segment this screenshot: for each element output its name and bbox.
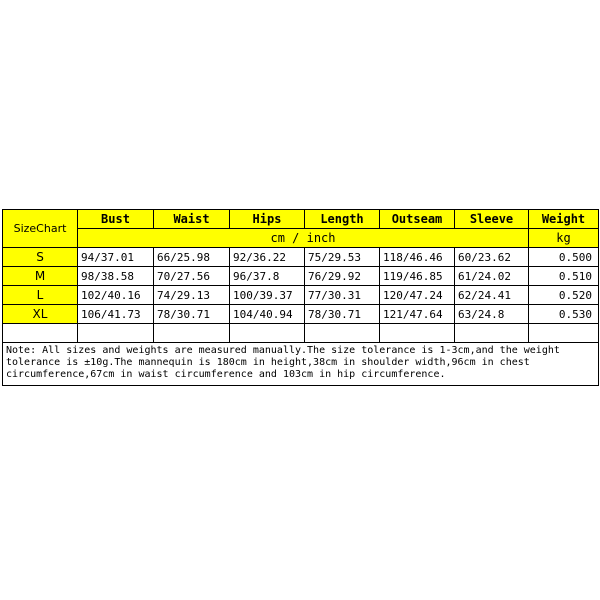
hips-value: 104/40.94 [230,305,305,324]
size-chart-table [2,209,599,386]
unit-kg: kg [529,229,599,248]
sleeve-value: 62/24.41 [455,286,529,305]
blank-cell [78,324,154,343]
blank-cell [154,324,230,343]
blank-cell [230,324,305,343]
size-label: XL [3,305,78,324]
table-row [3,305,599,324]
outseam-value: 121/47.64 [380,305,455,324]
hips-value: 100/39.37 [230,286,305,305]
weight-value: 0.520 [529,286,599,305]
measurement-note: Note: All sizes and weights are measured manually.The size tolerance is 1-3cm,and the weight tolerance is ±10g.The mannequin is 180cm in height,38cm in shoulder width,96cm in chest circumference,67cm in waist circumference and 103cm in hip circumference. [3,343,599,386]
bust-value: 102/40.16 [78,286,154,305]
bust-value: 94/37.01 [78,248,154,267]
blank-row [3,324,599,343]
blank-cell [3,324,78,343]
hips-value: 96/37.8 [230,267,305,286]
blank-cell [529,324,599,343]
table-row [3,248,599,267]
waist-value: 66/25.98 [154,248,230,267]
length-value: 77/30.31 [305,286,380,305]
blank-cell [305,324,380,343]
size-label: S [3,248,78,267]
unit-row [3,229,599,248]
waist-value: 74/29.13 [154,286,230,305]
header-row [3,210,599,229]
header-hips: Hips [230,210,305,229]
header-outseam: Outseam [380,210,455,229]
waist-value: 70/27.56 [154,267,230,286]
bust-value: 106/41.73 [78,305,154,324]
sleeve-value: 63/24.8 [455,305,529,324]
header-weight: Weight [529,210,599,229]
header-sleeve: Sleeve [455,210,529,229]
length-value: 78/30.71 [305,305,380,324]
note-row [3,343,599,386]
length-value: 75/29.53 [305,248,380,267]
blank-cell [455,324,529,343]
outseam-value: 120/47.24 [380,286,455,305]
weight-value: 0.500 [529,248,599,267]
outseam-value: 119/46.85 [380,267,455,286]
weight-value: 0.530 [529,305,599,324]
waist-value: 78/30.71 [154,305,230,324]
size-chart [2,209,598,386]
size-chart-label: SizeChart [3,210,78,248]
bust-value: 98/38.58 [78,267,154,286]
sleeve-value: 60/23.62 [455,248,529,267]
outseam-value: 118/46.46 [380,248,455,267]
size-label: L [3,286,78,305]
hips-value: 92/36.22 [230,248,305,267]
weight-value: 0.510 [529,267,599,286]
header-bust: Bust [78,210,154,229]
table-row [3,267,599,286]
header-length: Length [305,210,380,229]
sleeve-value: 61/24.02 [455,267,529,286]
table-row [3,286,599,305]
header-waist: Waist [154,210,230,229]
blank-cell [380,324,455,343]
size-label: M [3,267,78,286]
length-value: 76/29.92 [305,267,380,286]
unit-cm-inch: cm / inch [78,229,529,248]
